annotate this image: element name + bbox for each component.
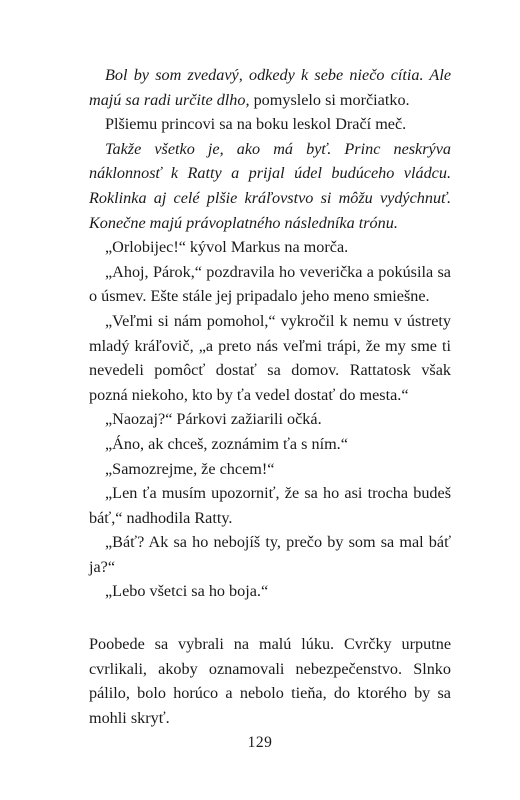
- paragraph: „Áno, ak chceš, zoznámim ťa s ním.“: [105, 434, 348, 453]
- paragraph-italic: Takže všetko je, ako má byť. Princ neskrýva náklonnosť k Ratty a prijal údel budúceho vládcu. Roklinka aj celé plšie kráľovstvo si môžu vydýchnuť. Konečne majú právoplatného následníka trónu.: [89, 139, 451, 232]
- italic-thought-text: Bol by som zvedavý, odkedy k sebe niečo cítia. Ale majú sa radi určite dlho,: [89, 66, 451, 109]
- paragraph-section-start: Poobede sa vybrali na malú lúku. Cvrčky urputne cvrlikali, akoby oznamovali nebezpečenstvo. Slnko pálilo, bolo horúco a nebolo tieňa, do ktorého by sa mohli skryť.: [89, 635, 451, 727]
- page-body-text: [89, 63, 451, 730]
- paragraph: „Ahoj, Párok,“ pozdravila ho veverička a pokúsila sa o úsmev. Ešte stále jej pripadalo jeho meno smiešne.: [89, 262, 451, 306]
- narration-text: pomyslelo si morčiatko.: [249, 90, 410, 109]
- paragraph: „Báť? Ak sa ho nebojíš ty, prečo by som sa mal báť ja?“: [89, 533, 451, 576]
- paragraph: „Orlobijec!“ kývol Markus na morča.: [105, 238, 349, 257]
- paragraph: „Naozaj?“ Párkovi zažiarili očká.: [105, 410, 322, 429]
- page-number: 129: [247, 734, 273, 751]
- paragraph: „Lebo všetci sa ho boja.“: [105, 582, 269, 601]
- paragraph: „Samozrejme, že chcem!“: [105, 459, 275, 478]
- paragraph: „Veľmi si nám pomohol,“ vykročil k nemu v ústrety mladý kráľovič, „a preto nás veľmi trápi, že my sme ti nevedeli pomôcť dostať sa domov. Rattatosk však pozná niekoho, kto by ťa vedel dostať do mesta.“: [89, 311, 451, 404]
- paragraph-thought: [89, 63, 451, 112]
- paragraph: Plšiemu princovi sa na boku leskol Dračí meč.: [105, 115, 407, 134]
- paragraph: „Len ťa musím upozorniť, že sa ho asi trocha budeš báť,“ nadhodila Ratty.: [89, 484, 451, 527]
